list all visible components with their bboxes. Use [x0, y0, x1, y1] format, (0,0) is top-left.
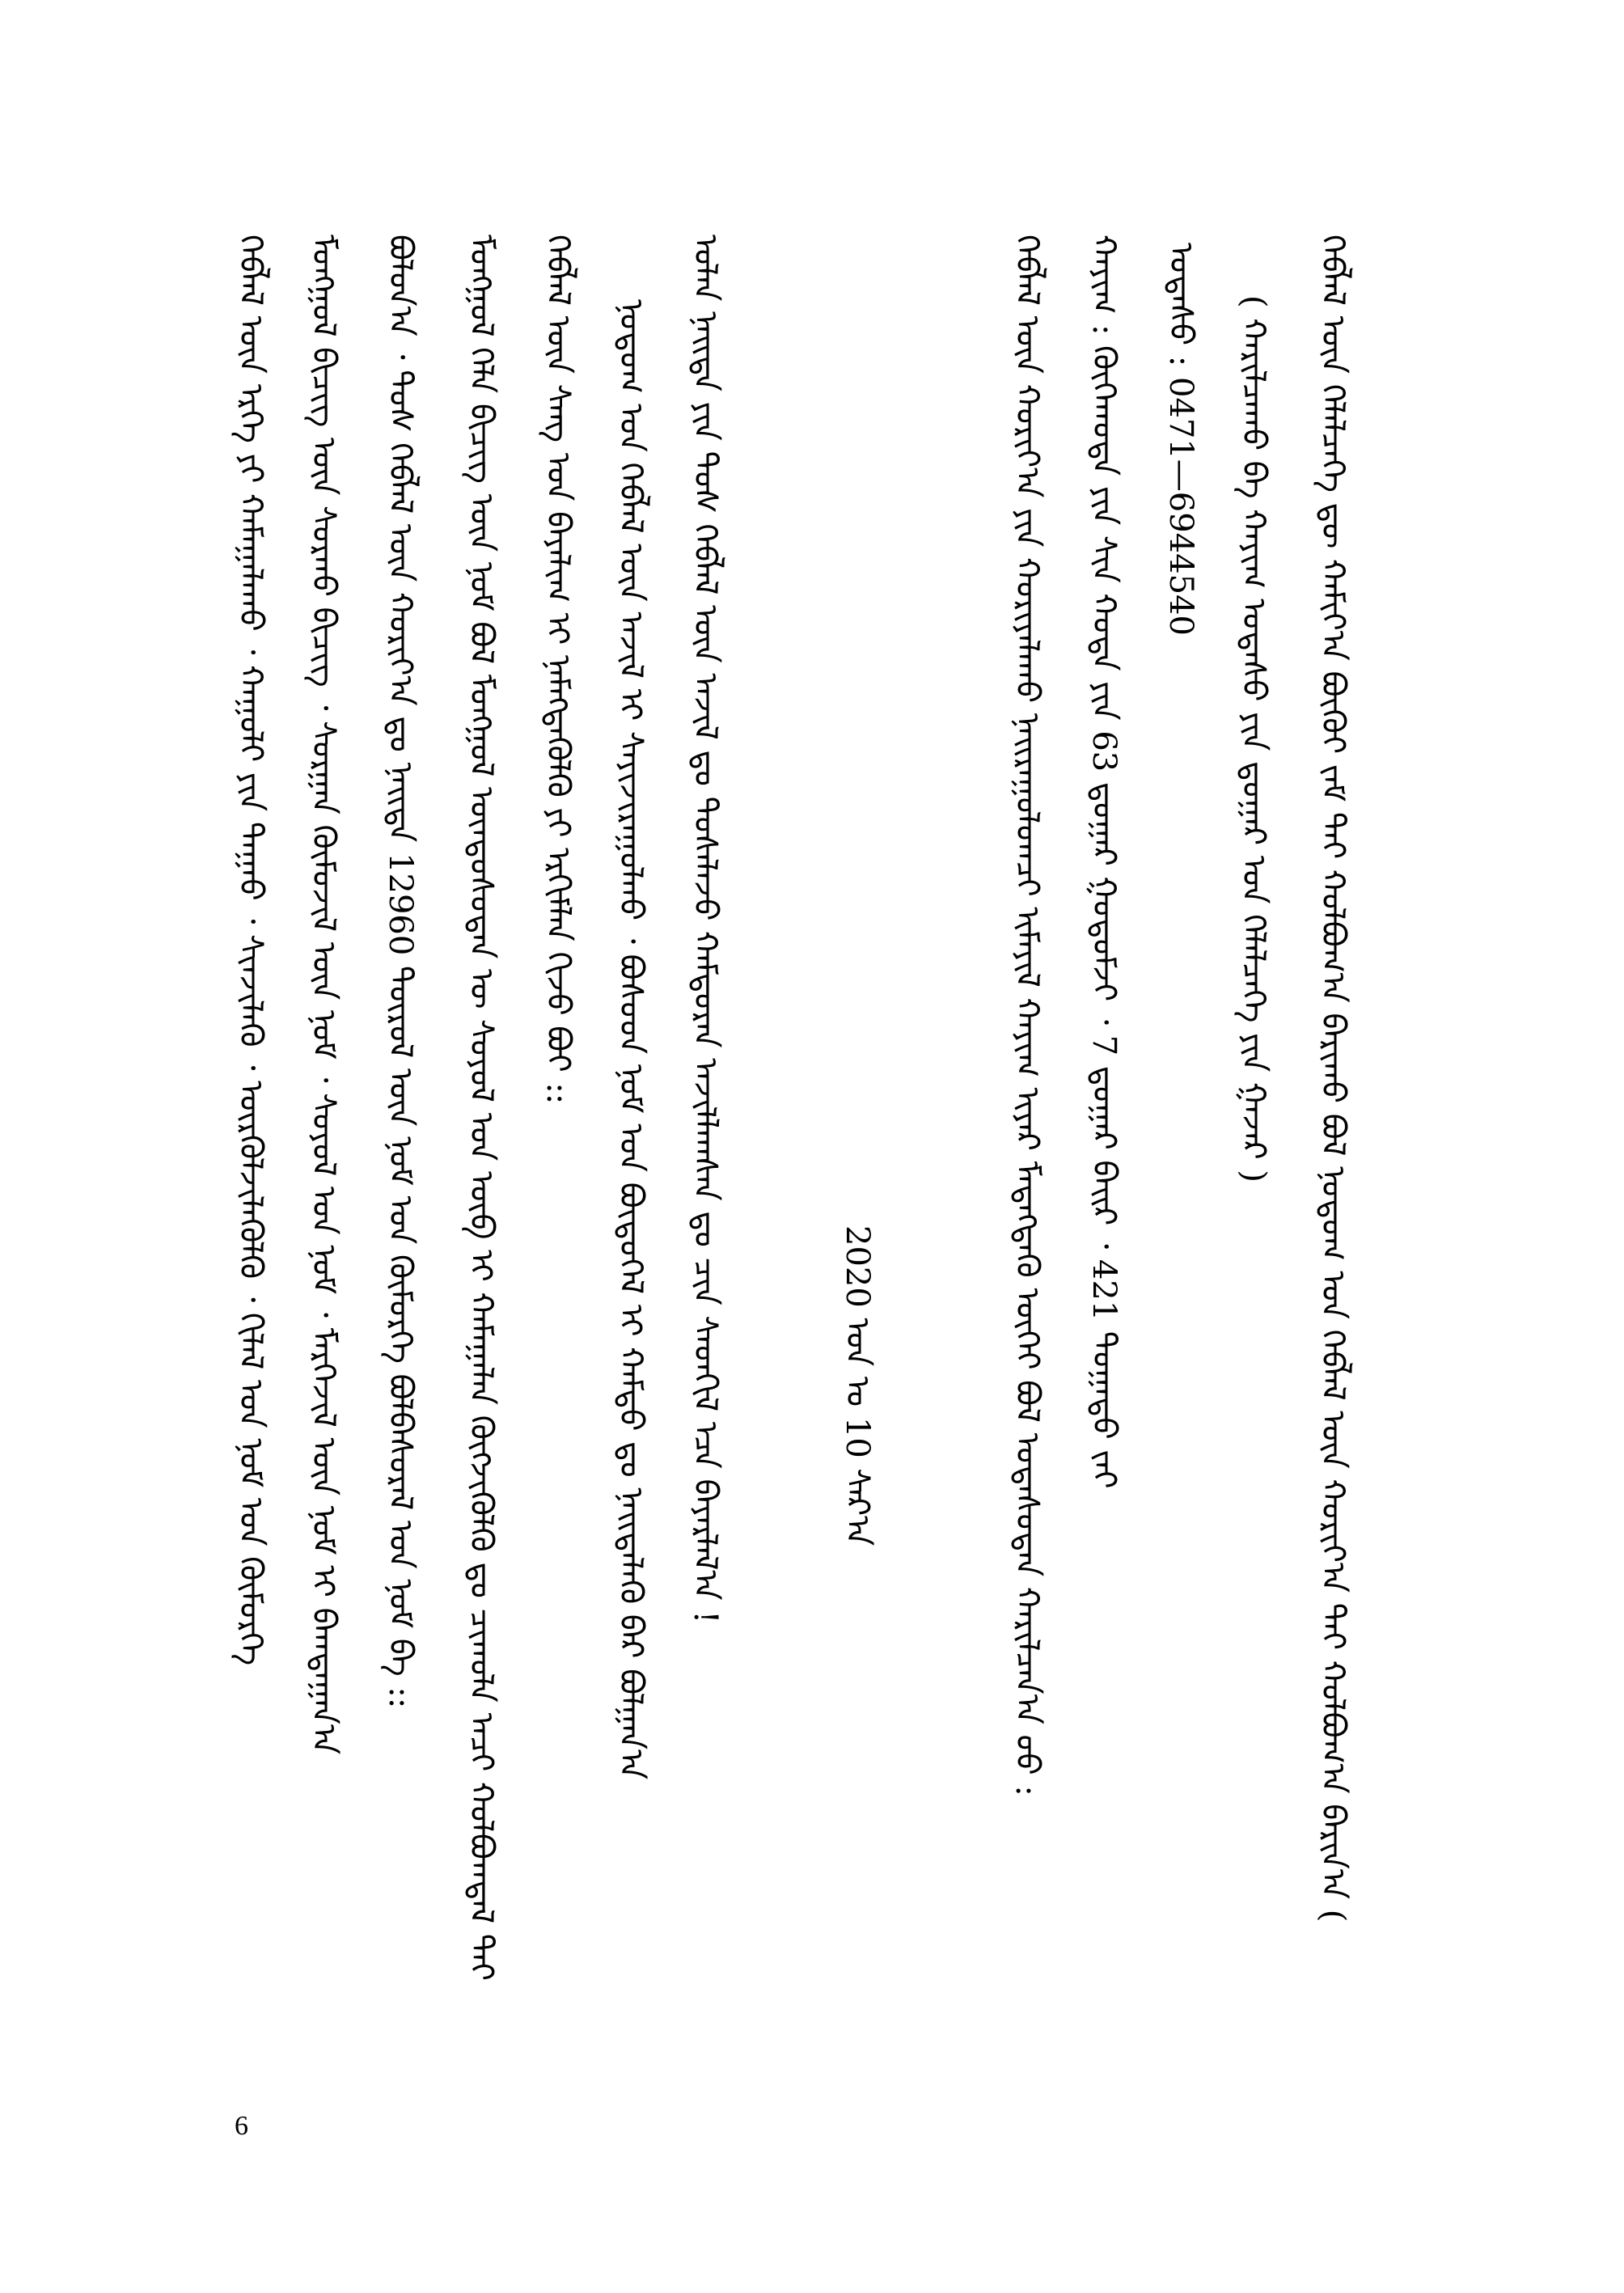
body-line-7: ᠬᠡᠪᠯᠡᠯ ᠦᠨ ᠡᠷᠬᠡ ᠶᠢ ᠬᠠᠮᠠᠭᠠᠯᠠᠬᠤ ᠂ ᠬᠠᠭᠤᠯᠢ ᠶᠢᠨ ᠳᠠᠭᠠᠤ ᠂ ᠰᠢᠨᠵᠢᠯᠡᠬᠦ ᠂ ᠦᠷᠭᠦᠯᠵᠢᠯᠡᠭᠦᠯᠬᠦ ᠂ ᠬᠢᠯᠡᠯ ᠤᠨ ᠨᠣᠮ ᠤᠨ ᠬᠥᠮᠥᠷᠭᠡ [232, 235, 269, 1666]
contact-note: ᠬᠡᠪᠯᠡᠯ ᠦᠨ ᠬᠤᠷᠢᠶ᠎ᠠ ᠶᠢᠨ ᠬᠤᠷᠢᠶᠠᠯᠠᠬᠤ ᠨᠠᠢᠷᠠᠭᠤᠯᠤᠭᠴᠢ ᠢᠮᠡᠶᠢᠯ ᠬᠠᠶᠢᠭ ᠢᠶᠠᠷ ᠮᠡᠳᠡᠭᠳᠡᠬᠦ ᠦᠭᠡᠢ ᠪᠣᠯ ᠤᠲᠠᠰᠤᠳᠠᠨ ᠬᠠᠷᠢᠯᠴᠠᠨ᠎ᠠ ᠤᠤ : [1009, 235, 1046, 1796]
contact-line-2: ( ᠬᠠᠷᠢᠯᠴᠠᠬᠤ ᠪᠠ ᠬᠠᠶᠢᠭ ᠤᠲᠠᠰᠤ ᠶᠢᠨ ᠳ᠋ᠤᠭᠠᠷ ᠤᠨ ᠬᠡᠯᠡᠯᠴᠡᠭᠡ ᠶᠢᠨ ᠭᠠᠵᠠᠷ ) [1235, 295, 1272, 1182]
contact-line-1: ᠬᠡᠪᠯᠡᠯ ᠦᠨ ᠬᠡᠯᠡᠯᠴᠡᠭᠡ ᠳᠦ ᠬᠠᠮᠢᠶ᠎ᠠ ᠪᠦᠬᠦᠢ ᠵᠠᠮ ᠲᠡᠢ ᠬᠤᠯᠪᠤᠭ᠎ᠠ ᠪᠠᠷᠢᠬᠤ ᠪᠣᠯ ᠨᠤᠲᠤᠭ ᠤᠨ ᠬᠡᠪᠯᠡᠯ ᠦᠨ ᠬᠤᠷᠢᠶ᠎ᠠ ᠲᠠᠢ ᠬᠣᠯᠪᠣᠭ᠎ᠠ ᠪᠠᠷᠢᠨ᠎ᠠ ( [1314, 235, 1351, 1923]
body-line-5: ᠪᠣᠯᠤᠨ᠎ᠠ ᠂ ᠲᠤᠰ ᠬᠡᠪᠯᠡᠯ ᠦᠨ ᠬᠤᠷᠢᠶ᠎ᠠ ᠳᠤ ᠨᠡᠢᠲᠡ 12960 ᠲᠦᠷᠦᠯ ᠦᠨ ᠨᠣᠮ ᠤᠨ ᠬᠥᠮᠥᠷᠭᠡ ᠪᠣᠯᠪᠠᠰᠤᠷᠠᠯ ᠤᠨ ᠨᠣᠮ ᠪᠠ :: [382, 235, 419, 1709]
body-line-3: ᠬᠡᠪᠯᠡᠯ ᠦᠨ ᠰᠠᠩ ᠤᠨ ᠪᠠᠶᠠᠯᠢᠭ ᠢ ᠨᠡᠮᠡᠭᠳᠡᠭᠦᠯᠬᠦ ᠶᠢ ᠡᠷᠬᠢᠮᠯᠡᠨ ᠬᠢᠵᠦ ᠪᠣᠶ :: [539, 235, 577, 1105]
body-line-4: ᠮᠣᠩᠭᠣᠯ ᠬᠡᠯᠡ ᠪᠢᠴᠢᠭ ᠦᠨ ᠨᠣᠮ ᠪᠣᠯ ᠮᠣᠩᠭᠣᠯ ᠦᠨᠳᠦᠰᠦᠲᠡᠨ ᠦ ᠰᠣᠶᠣᠯ ᠤᠨ ᠥᠪ ᠢ ᠬᠠᠮᠠᠭᠠᠯᠠᠨ ᠬᠥᠭᠵᠢᠭᠦᠯᠬᠦ ᠳᠤ ᠴᠢᠬᠤᠯᠠ ᠠᠴᠢ ᠬᠣᠯᠪᠣᠭᠳᠠᠯ ᠲᠠᠢ [463, 235, 500, 1982]
contact-phone: ᠤᠲᠠᠰᠤ : 0471—6944540 [1162, 243, 1199, 636]
body-line-2: ᠨᠤᠲᠤᠭ ᠤᠨ ᠬᠡᠪᠯᠡᠯ ᠦᠨ ᠠᠵᠢᠯ ᠢ ᠰᠠᠶᠢᠵᠢᠷᠠᠭᠤᠯᠬᠤ ᠂ ᠪᠤᠰᠤᠳ ᠨᠣᠮ ᠤᠨ ᠪᠦᠲᠦᠭᠡᠯ ᠢ ᠬᠠᠮᠲᠤ ᠳᠤ ᠨᠡᠢᠲᠡᠯᠡᠬᠦ ᠪᠡᠷ ᠪᠣᠯᠭᠠᠨ᠎ᠠ [612, 299, 649, 1780]
page-number: 6 [235, 2111, 248, 2141]
date-line: 2020 ᠣᠨ ᠤ 10 ᠰᠠᠷ᠎ᠠ [839, 1225, 876, 1546]
body-line-1: ᠣᠯᠠᠨ ᠨᠡᠢᠲᠡ ᠶᠢᠨ ᠲᠤᠰ ᠬᠡᠪᠯᠡᠯ ᠦᠨ ᠠᠵᠢᠯ ᠳᠤ ᠲᠤᠰᠠᠯᠠᠵᠤ ᠬᠠᠮᠲᠤᠷᠠᠨ ᠠᠵᠢᠯᠯᠠᠭᠰᠠᠨ ᠳᠤ ᠴᠢᠨ ᠰᠡᠳᠬᠢᠯ ᠡᠴᠡ ᠪᠠᠶᠠᠷᠯᠠᠯ᠎ᠠ ! [687, 235, 724, 1624]
body-line-6: ᠮᠣᠩᠭᠣᠯ ᠪᠢᠴᠢᠭ ᠦᠨ ᠰᠤᠷᠬᠤ ᠪᠢᠴᠢᠭ ᠂ ᠰᠤᠷᠭᠠᠨ ᠬᠥᠮᠦᠵᠢᠯ ᠦᠨ ᠨᠣᠮ ᠂ ᠰᠣᠶᠣᠯ ᠤᠨ ᠨᠣᠮ ᠂ ᠮᠡᠷᠭᠡᠵᠢᠯ ᠦᠨ ᠨᠣᠮ ᠢ ᠪᠠᠭᠲᠠᠭᠠᠨ᠎ᠠ [305, 235, 342, 1755]
contact-address: ᠬᠠᠶᠢᠭ : ᠬᠥᠬᠡᠬᠣᠲᠠ ᠶᠢᠨ ᠰᠢᠨ ᠬᠣᠲᠠ ᠶᠢᠨ 63 ᠳ᠋ᠤᠭᠠᠷ ᠭᠤᠳᠤᠮᠵᠢ ᠂ 7 ᠳ᠋ᠤᠭᠠᠷ ᠪᠠᠢᠷ ᠂ 421 ᠲᠣᠭᠠᠲᠤ ᠵᠠᠢ [1085, 235, 1123, 1489]
